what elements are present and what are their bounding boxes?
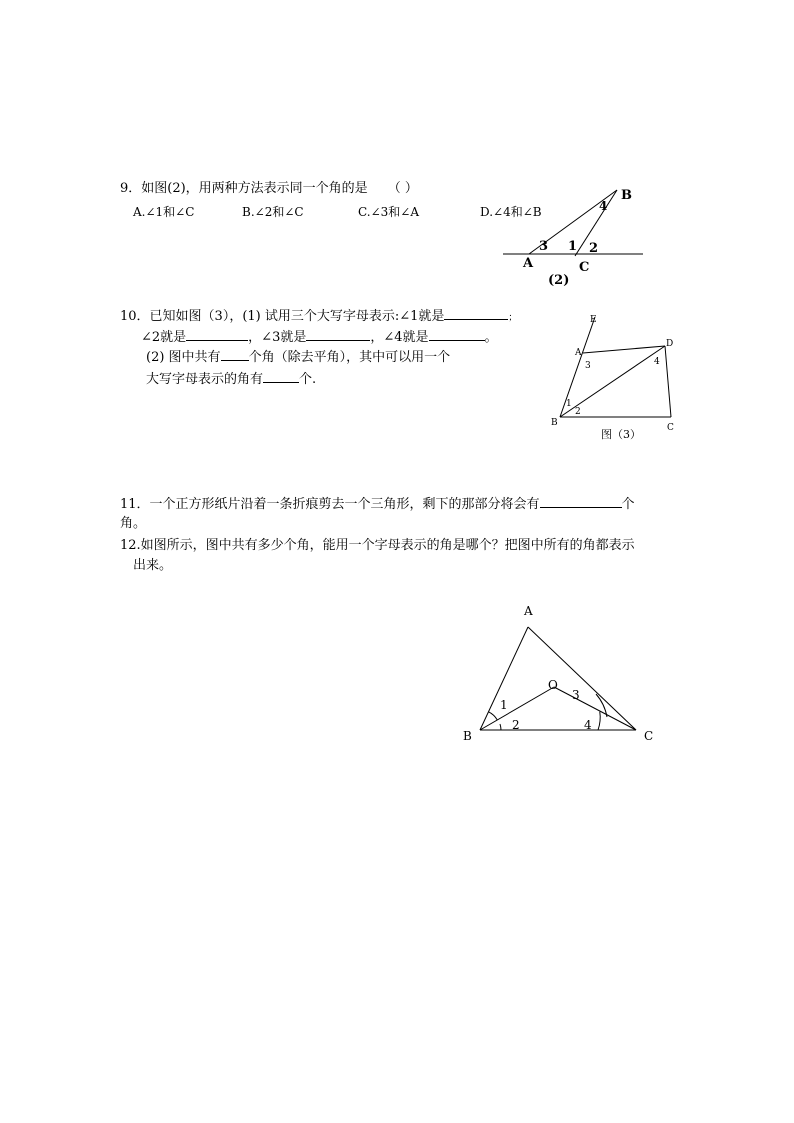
q10-blank-angle2[interactable] [186, 328, 248, 341]
q11-line1-end: 个 [621, 497, 635, 512]
q9-option-c: C.∠3和∠A [358, 205, 419, 219]
q11-blank-corner-count[interactable] [540, 495, 622, 508]
q12-angle-1-label: 1 [500, 698, 508, 712]
q10-blank-angle4[interactable] [429, 328, 485, 341]
q10-line-2 [141, 328, 498, 346]
q10-line-3 [146, 348, 450, 366]
q10-line3-a: (2) 图中共有 [146, 350, 221, 365]
q9-point-c-label: C [579, 260, 590, 275]
q10-line2-a: ∠2就是 [141, 330, 187, 345]
q11-line-2: 角。 [120, 516, 147, 531]
q10-blank-single-letter-count[interactable] [263, 370, 299, 383]
q10-line2-b: ，∠3就是 [248, 330, 307, 345]
q10-line2-end: 。 [484, 330, 498, 345]
q10-point-e-label: E [590, 315, 597, 325]
q10-line3-b: 个角（除去平角），其中可以用一个 [248, 350, 451, 365]
q12-point-a-label: A [524, 604, 533, 618]
q10-angle-4-label: 4 [654, 357, 660, 367]
q12-angle-3-label: 3 [572, 688, 580, 702]
q10-line-4 [146, 370, 316, 388]
q12-angle-2-label: 2 [512, 718, 520, 732]
q10-blank-angle1[interactable] [444, 307, 508, 320]
q10-line4-a: 大写字母表示的角有 [146, 372, 264, 387]
q9-point-b-label: B [621, 188, 632, 203]
q10-line1-text: 10．已知如图（3），(1) 试用三个大写字母表示:∠1就是 [120, 309, 445, 324]
q9-answer-paren: （ ） [387, 181, 418, 196]
q9-angle-1-label: 1 [568, 239, 578, 254]
q9-angle-3-label: 3 [539, 239, 549, 254]
q10-point-d-label: D [666, 339, 674, 349]
q10-line2-c: ，∠4就是 [370, 330, 429, 345]
q11-line1-text: 11．一个正方形纸片沿着一条折痕剪去一个三角形，剩下的那部分将会有 [120, 497, 540, 512]
q10-line1-suffix: ； [508, 313, 518, 323]
q9-figure-caption: (2) [548, 273, 570, 288]
q10-angle-1-label: 1 [566, 399, 572, 409]
q9-option-a: A.∠1和∠C [133, 205, 195, 219]
q10-point-c-label: C [667, 423, 674, 433]
q10-angle-2-label: 2 [575, 407, 581, 417]
q9-angle-4-label: 4 [599, 199, 608, 213]
q9-figure [495, 180, 655, 290]
q10-point-a-label: A [575, 348, 582, 358]
q10-blank-angle-count[interactable] [221, 348, 249, 361]
q10-angle-3-label: 3 [585, 361, 591, 371]
q12-angle-4-label: 4 [584, 718, 592, 732]
q9-stem [120, 181, 418, 197]
q9-option-d: D.∠4和∠B [480, 205, 542, 219]
q10-line4-b: 个. [299, 372, 317, 387]
q9-angle-2-label: 2 [589, 241, 599, 256]
q10-figure-caption: 图（3） [601, 428, 641, 441]
q12-line-1: 12.如图所示，图中共有多少个角，能用一个字母表示的角是哪个？把图中所有的角都表示 [120, 538, 635, 553]
q12-point-o-label: O [548, 678, 558, 692]
q11-line-1 [120, 495, 635, 513]
q12-figure [455, 598, 665, 748]
q10-line-1 [120, 307, 517, 326]
q9-option-b: B.∠2和∠C [242, 205, 304, 219]
q10-point-b-label: B [551, 418, 558, 428]
q10-figure [545, 305, 685, 445]
q12-point-c-label: C [644, 729, 654, 743]
q9-point-a-label: A [523, 256, 534, 271]
q12-line-2: 出来。 [133, 558, 173, 573]
q9-stem-text: 9．如图(2)，用两种方法表示同一个角的是 [120, 181, 368, 196]
q12-point-b-label: B [463, 729, 472, 743]
q10-blank-angle3[interactable] [306, 328, 370, 341]
